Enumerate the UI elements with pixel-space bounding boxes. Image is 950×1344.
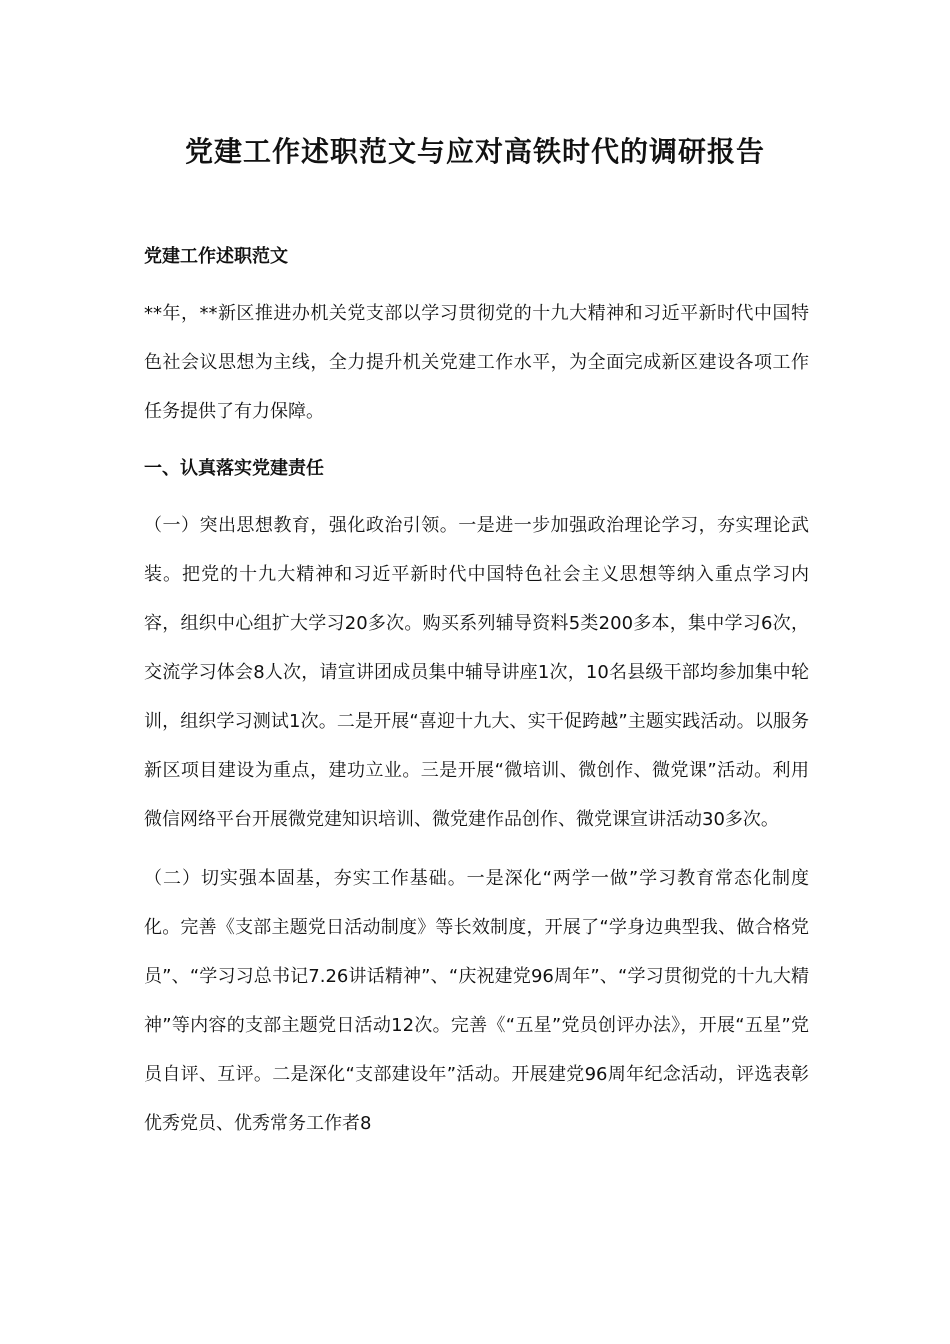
body-paragraph: （二）切实强本固基，夯实工作基础。一是深化“两学一做”学习教育常态化制度化。完善《支部主题党日活动制度》等长效制度，开展了“学身边典型我、做合格党员”、“学习习总书记7.26讲话精神”、“庆祝建党96周年”、“学习贯彻党的十九大精神”等内容的支部主题党日活动12次。完善《“五星”党员创评办法》，开展“五星”党员自评、互评。二是深化“支部建设年”活动。开展建党96周年纪念活动，评选表彰优秀党员、优秀常务工作者8 [144, 868, 809, 1134]
section-heading: 党建工作述职范文 [144, 246, 288, 267]
document-title: 党建工作述职范文与应对高铁时代的调研报告 [184, 135, 765, 168]
body-paragraph: （一）突出思想教育，强化政治引领。一是进一步加强政治理论学习，夯实理论武装。把党的十九大精神和习近平新时代中国特色社会主义思想等纳入重点学习内容，组织中心组扩大学习20多次。购买系列辅导资料5类200多本，集中学习6次，交流学习体会8人次，请宣讲团成员集中辅导讲座1次，10名县级干部均参加集中轮训，组织学习测试1次。二是开展“喜迎十九大、实干促跨越”主题实践活动。以服务新区项目建设为重点，建功立业。三是开展“微培训、微创作、微党课”活动。利用微信网络平台开展微党建知识培训、微党建作品创作、微党课宣讲活动30多次。 [144, 515, 809, 830]
document-body [144, 232, 809, 1148]
section-heading: 一、认真落实党建责任 [144, 458, 324, 479]
intro-paragraph: **年，**新区推进办机关党支部以学习贯彻党的十九大精神和习近平新时代中国特色社会议思想为主线，全力提升机关党建工作水平，为全面完成新区建设各项工作任务提供了有力保障。 [144, 303, 809, 422]
